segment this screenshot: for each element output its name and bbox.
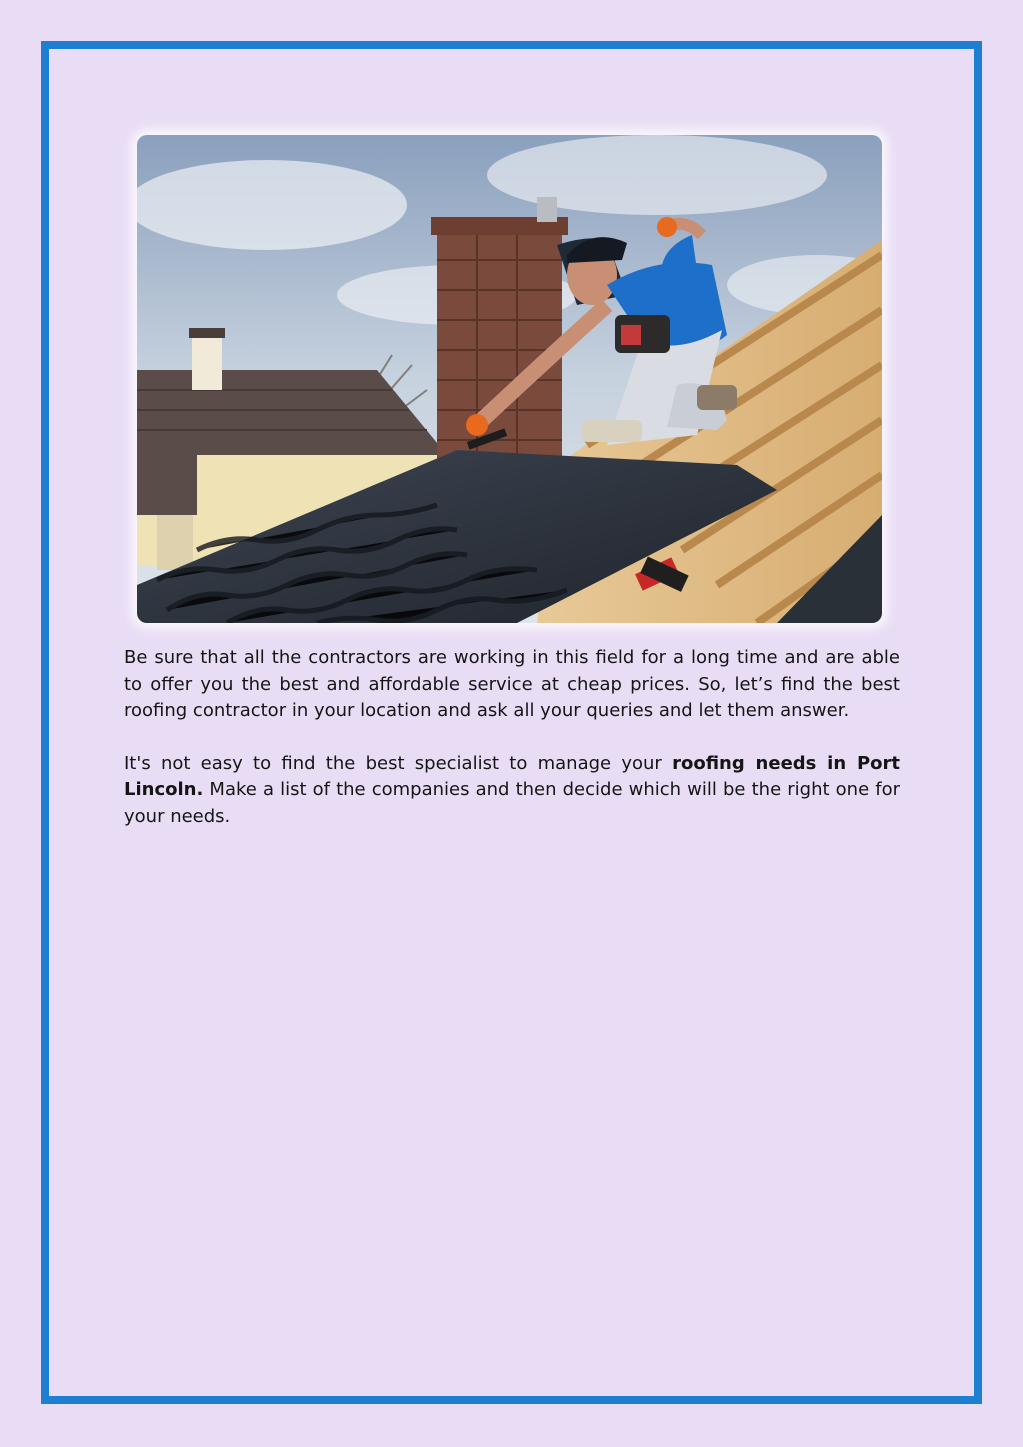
body-text (124, 645, 900, 830)
roofer-photo (137, 135, 882, 623)
paragraph-bold-phrase: roofing needs in Port Lincoln. (124, 752, 900, 800)
roofer-on-roof-photo-icon (137, 135, 882, 623)
paragraph-roofing-needs (124, 751, 900, 831)
paragraph-rest: Make a list of the companies and then decide which will be the right one for your needs. (124, 779, 900, 827)
paragraph-lead: It's not easy to find the best specialist to manage your (124, 752, 673, 774)
paragraph-intro: Be sure that all the contractors are working in this field for a long time and are able to offer you the best and affordable service at cheap prices. So, let’s find the best roofing contractor in your location and ask all your queries and let them answer. (124, 647, 900, 721)
